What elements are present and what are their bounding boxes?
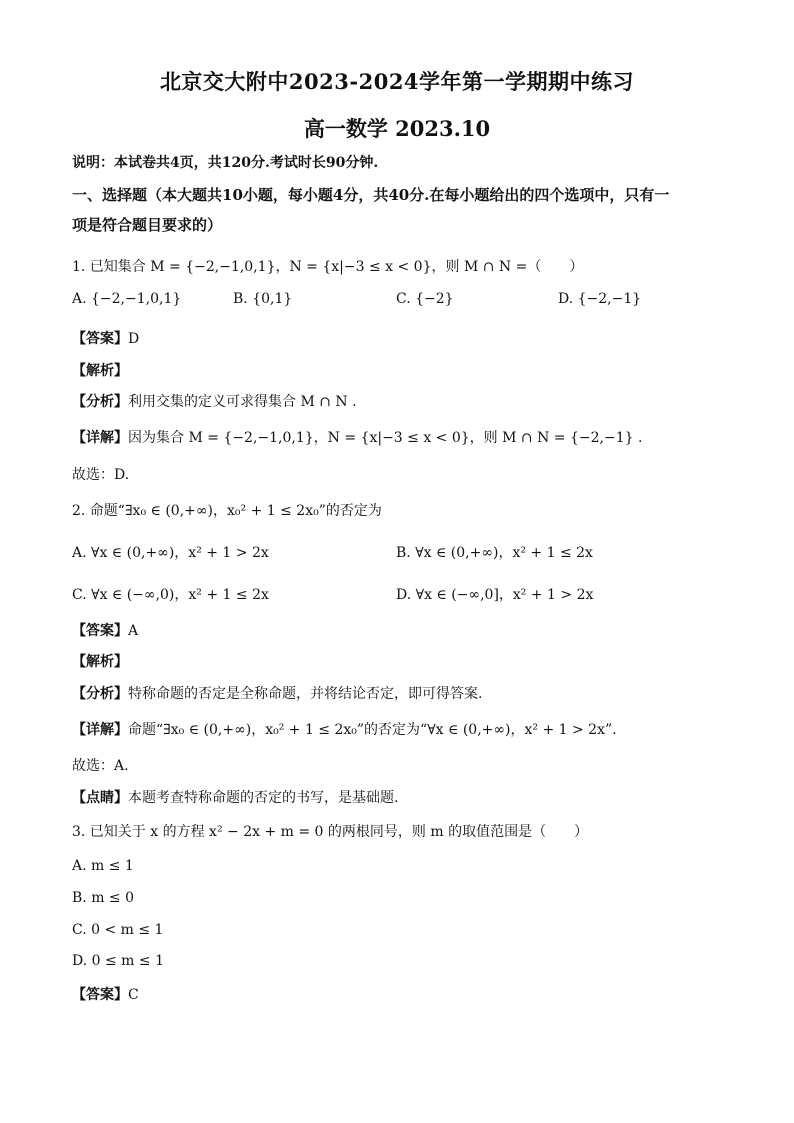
question-3-stem: 3. 已知关于 x 的方程 x² − 2x + m = 0 的两根同号，则 m 的取值范围是（ ） [72,824,589,840]
question-3-option-d: D. 0 ≤ m ≤ 1 [72,953,164,969]
question-3-option-b: B. m ≤ 0 [72,890,135,906]
question-2-option-d: D. ∀x ∈ (−∞,0]，x² + 1 > 2x [396,587,594,603]
analysis-text: 利用交集的定义可求得集合 M ∩ N . [128,394,357,410]
question-2-option-c: C. ∀x ∈ (−∞,0)，x² + 1 ≤ 2x [72,587,269,603]
question-2-jiexi: 【解析】 [72,654,128,670]
question-1-jiexi: 【解析】 [72,363,128,379]
answer-value: C [128,987,139,1003]
analysis-tag: 【分析】 [72,394,128,410]
question-1-option-c: C. {−2} [396,291,454,307]
exam-note: 说明：本试卷共4页，共120分.考试时长90分钟. [72,155,379,171]
question-2-answer [72,620,138,640]
question-1-option-a: A. {−2,−1,0,1} [72,291,182,307]
question-2-remark [72,787,398,807]
question-3-option-c: C. 0 < m ≤ 1 [72,922,164,938]
question-2-choice: 故选：A. [72,758,129,774]
answer-value: A [128,623,139,639]
analysis-text: 特称命题的否定是全称命题，并将结论否定，即可得答案. [128,686,483,702]
detail-tag: 【详解】 [72,430,128,446]
remark-tag: 【点睛】 [72,790,128,806]
document-title: 北京交大附中2023-2024学年第一学期期中练习 [159,69,635,94]
question-1-detail [72,427,642,447]
question-3-answer [72,984,139,1004]
answer-tag: 【答案】 [72,331,128,347]
analysis-tag: 【分析】 [72,686,128,702]
question-1-stem: 1. 已知集合 M = {−2,−1,0,1}，N = {x|−3 ≤ x < 0}，则 M ∩ N =（ ） [72,259,584,275]
question-1-option-b: B. {0,1} [233,291,293,307]
question-1-answer [72,328,139,348]
question-2-analysis [72,683,482,703]
question-1-choice: 故选：D. [72,467,130,483]
question-2-option-b: B. ∀x ∈ (0,+∞)，x² + 1 ≤ 2x [396,545,593,561]
question-2-option-a: A. ∀x ∈ (0,+∞)，x² + 1 > 2x [72,545,269,561]
question-1-option-d: D. {−2,−1} [558,291,642,307]
detail-text: 命题“∃x₀ ∈ (0,+∞)，x₀² + 1 ≤ 2x₀”的否定为“∀x ∈ (0,+∞)，x² + 1 > 2x”. [128,722,617,738]
question-3-option-a: A. m ≤ 1 [72,858,134,874]
section-header-line2: 项是符合题目要求的） [72,216,223,234]
detail-text: 因为集合 M = {−2,−1,0,1}，N = {x|−3 ≤ x < 0}，则 M ∩ N = {−2,−1} . [128,430,643,446]
section-header-line1: 一、选择题（本大题共10小题，每小题4分，共40分.在每小题给出的四个选项中，只有一 [72,186,670,204]
detail-tag: 【详解】 [72,722,128,738]
answer-value: D [128,331,140,347]
answer-tag: 【答案】 [72,987,128,1003]
answer-tag: 【答案】 [72,623,128,639]
document-subtitle: 高一数学 2023.10 [303,116,491,141]
remark-text: 本题考查特称命题的否定的书写，是基础题. [128,790,399,806]
question-1-analysis [72,391,357,411]
question-2-detail [72,719,617,739]
question-2-stem: 2. 命题“∃x₀ ∈ (0,+∞)，x₀² + 1 ≤ 2x₀”的否定为 [72,503,382,519]
